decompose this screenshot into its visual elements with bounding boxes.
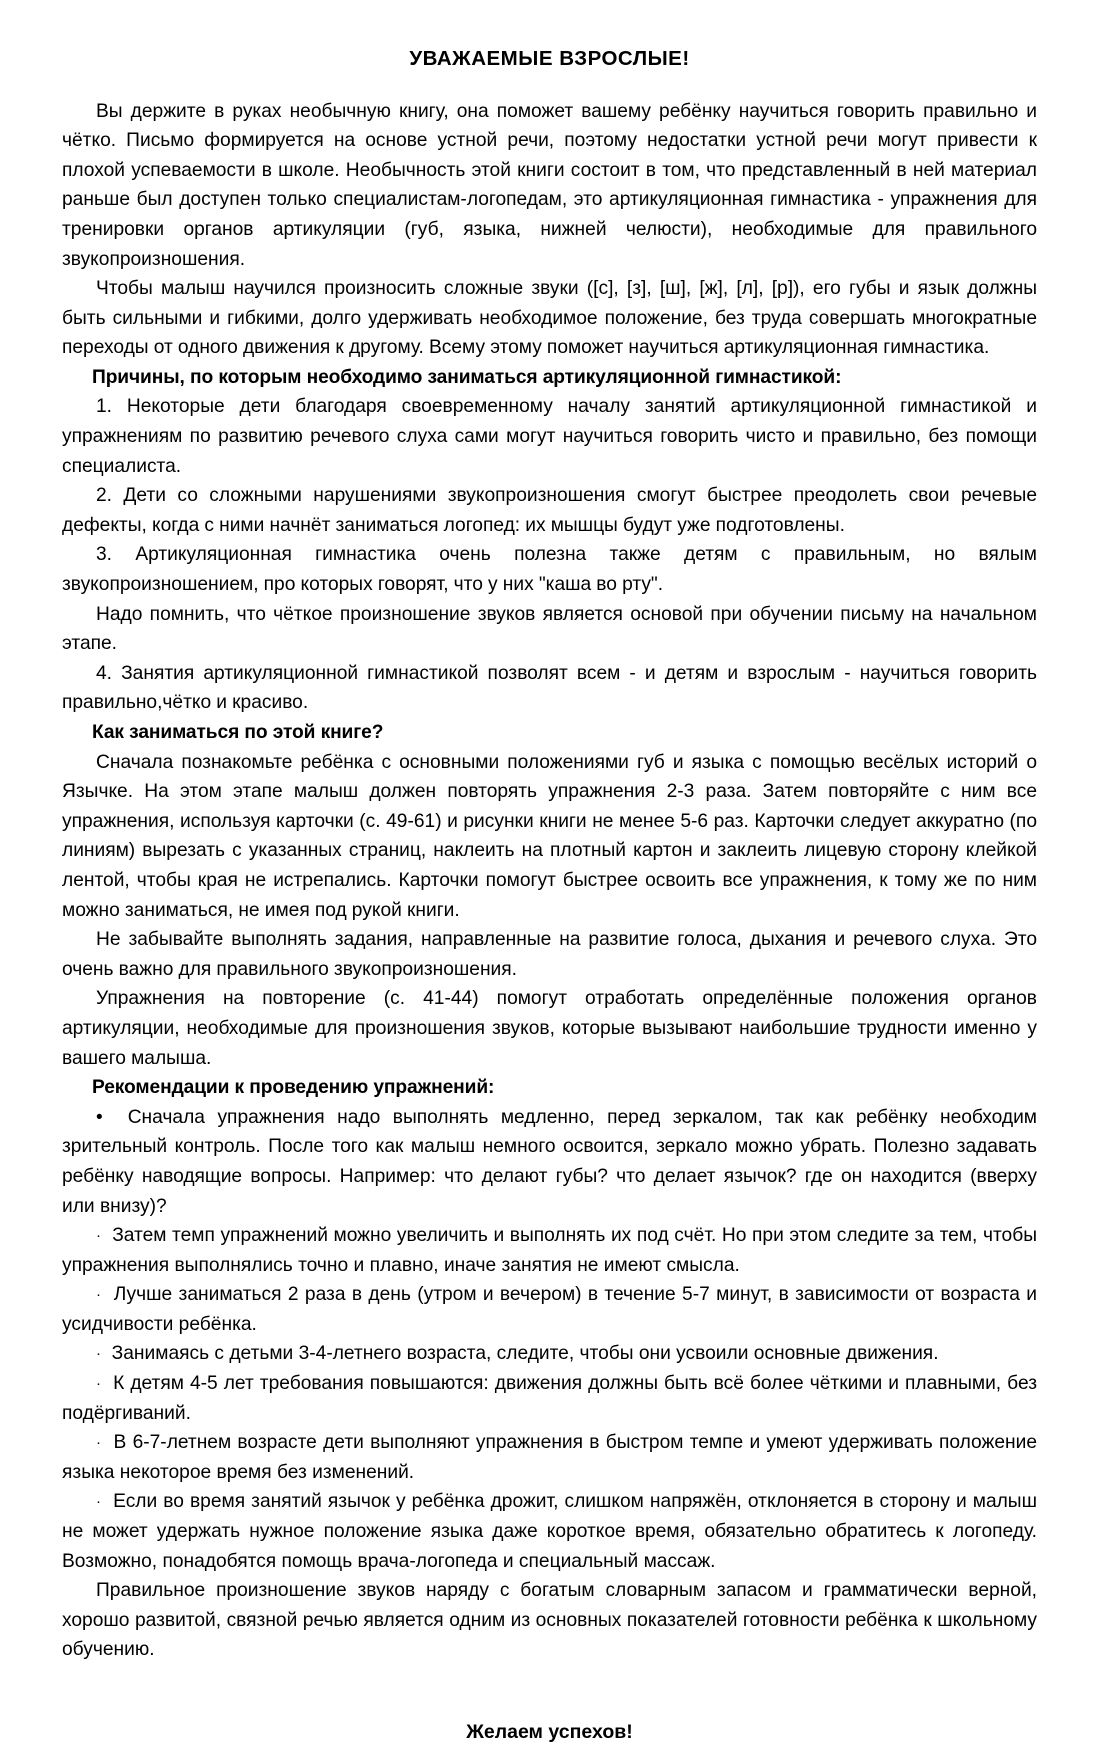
bullet-marker-icon: · bbox=[96, 1375, 101, 1393]
bullet-item-5 bbox=[62, 1369, 1037, 1428]
numbered-item-3: 3. Артикуляционная гимнастика очень полезна также детям с правильным, но вялым звукопроизношением, про которых говорят, что у них "каша во рту". bbox=[62, 544, 1037, 596]
paragraph-intro-2: Чтобы малыш научился произносить сложные звуки ([с], [з], [ш], [ж], [л], [р]), его губы и язык должны быть сильными и гибкими, долго удерживать необходимое положение, без труда совершать многократные переходы от одного движения к другому. Всему этому поможет научиться артикуляционная гимнастика. bbox=[62, 278, 1037, 359]
numbered-item-1: 1. Некоторые дети благодаря своевременному началу занятий артикуляционной гимнастикой и упражнениям по развитию речевого слуха сами могут научиться говорить чисто и правильно, без помощи специалиста. bbox=[62, 396, 1037, 477]
bullet-marker-icon: • bbox=[96, 1106, 103, 1128]
bullet-item-1 bbox=[62, 1103, 1037, 1221]
paragraph-remember: Надо помнить, что чёткое произношение звуков является основой при обучении письму на начальном этапе. bbox=[62, 603, 1037, 655]
section-heading-how-to-use: Как заниматься по этой книге? bbox=[92, 722, 384, 744]
bullet-item-7-text: Если во время занятий язычок у ребёнка дрожит, слишком напряжён, отклоняется в сторону и малыш не может удержать нужное положение языка даже короткое время, обязательно обратитесь к логопеду. Возможно, понадобятся помощь врача-логопеда и специальный массаж. bbox=[62, 1491, 1037, 1572]
page-content bbox=[62, 48, 1037, 1744]
numbered-item-4: 4. Занятия артикуляционной гимнастикой позволят всем - и детям и взрослым - научиться говорить правильно,чётко и красиво. bbox=[62, 662, 1037, 714]
bullet-item-3 bbox=[62, 1280, 1037, 1339]
bullet-item-5-text: К детям 4-5 лет требования повышаются: движения должны быть всё более чёткими и плавными, без подёргиваний. bbox=[62, 1373, 1037, 1424]
bullet-item-6-text: В 6-7-летнем возрасте дети выполняют упражнения в быстром темпе и умеют удерживать положение языка некоторое время без изменений. bbox=[62, 1432, 1037, 1483]
bullet-item-7 bbox=[62, 1487, 1037, 1576]
section-heading-recommendations: Рекомендации к проведению упражнений: bbox=[92, 1077, 495, 1099]
bullet-item-2-text: Затем темп упражнений можно увеличить и выполнять их под счёт. Но при этом следите за тем, чтобы упражнения выполнялись точно и плавно, иначе занятия не имеют смысла. bbox=[62, 1225, 1037, 1276]
bullet-marker-icon: · bbox=[96, 1345, 101, 1363]
paragraph-voice-breathing: Не забывайте выполнять задания, направленные на развитие голоса, дыхания и речевого слуха. Это очень важно для правильного звукопроизношения. bbox=[62, 929, 1037, 980]
paragraph-intro-1: Вы держите в руках необычную книгу, она поможет вашему ребёнку научиться говорить правильно и чётко. Письмо формируется на основе устной речи, поэтому недостатки устной речи могут привести к плохой успеваемости в школе. Необычность этой книги состоит в том, что представленный в ней материал раньше был доступен только специалистам-логопедам, это артикуляционная гимнастика - упражнения для тренировки органов артикуляции (губ, языка, нижней челюсти), необходимые для правильного звукопроизношения. bbox=[62, 100, 1037, 270]
paragraph-conclusion: Правильное произношение звуков наряду с богатым словарным запасом и грамматически верной, хорошо развитой, связной речью является одним из основных показателей готовности ребёнка к школьному обучению. bbox=[62, 1580, 1037, 1661]
numbered-item-2: 2. Дети со сложными нарушениями звукопроизношения смогут быстрее преодолеть свои речевые дефекты, когда с ними начнёт заниматься логопед: их мышцы будут уже подготовлены. bbox=[62, 485, 1037, 536]
bullet-marker-icon: · bbox=[96, 1227, 101, 1245]
page-title: УВАЖАЕМЫЕ ВЗРОСЛЫЕ! bbox=[409, 47, 690, 70]
paragraph-how-to-use: Сначала познакомьте ребёнка с основными положениями губ и языка с помощью весёлых историй о Язычке. На этом этапе малыш должен повторять упражнения 2-3 раза. Затем повторяйте с ним все упражнения, используя карточки (с. 49-61) и рисунки книги не менее 5-6 раз. Карточки следует аккуратно (по линиям) вырезать с указанных страниц, наклеить на плотный картон и заклеить лицевую сторону клейкой лентой, чтобы края не истрепались. Карточки помогут быстрее освоить все упражнения, к тому же по ним можно заниматься, не имея под рукой книги. bbox=[62, 751, 1037, 921]
bullet-item-1-text: Сначала упражнения надо выполнять медленно, перед зеркалом, так как ребёнку необходим зрительный контроль. После того как малыш немного освоится, зеркало можно убрать. Полезно задавать ребёнку наводящие вопросы. Например: что делают губы? что делает язычок? где он находится (вверху или внизу)? bbox=[62, 1106, 1037, 1217]
section-heading-reasons: Причины, по которым необходимо заниматься артикуляционной гимнастикой: bbox=[92, 366, 842, 388]
paragraph-repetition-exercises: Упражнения на повторение (с. 41-44) помогут отработать определённые положения органов артикуляции, необходимые для произношения звуков, которые вызывают наибольшие трудности именно у вашего малыша. bbox=[62, 988, 1037, 1069]
closing-spacer bbox=[62, 1665, 1037, 1721]
bullet-item-6 bbox=[62, 1428, 1037, 1487]
bullet-marker-icon: · bbox=[96, 1434, 101, 1452]
bullet-item-4-text: Занимаясь с детьми 3-4-летнего возраста, следите, чтобы они усвоили основные движения. bbox=[111, 1343, 939, 1365]
bullet-marker-icon: · bbox=[96, 1493, 101, 1511]
bullet-marker-icon: · bbox=[96, 1286, 101, 1304]
bullet-item-4 bbox=[62, 1339, 1037, 1369]
bullet-item-3-text: Лучше заниматься 2 раза в день (утром и вечером) в течение 5-7 минут, в зависимости от возраста и усидчивости ребёнка. bbox=[62, 1284, 1037, 1335]
closing-line: Желаем успехов! bbox=[466, 1721, 633, 1744]
bullet-item-2 bbox=[62, 1221, 1037, 1280]
